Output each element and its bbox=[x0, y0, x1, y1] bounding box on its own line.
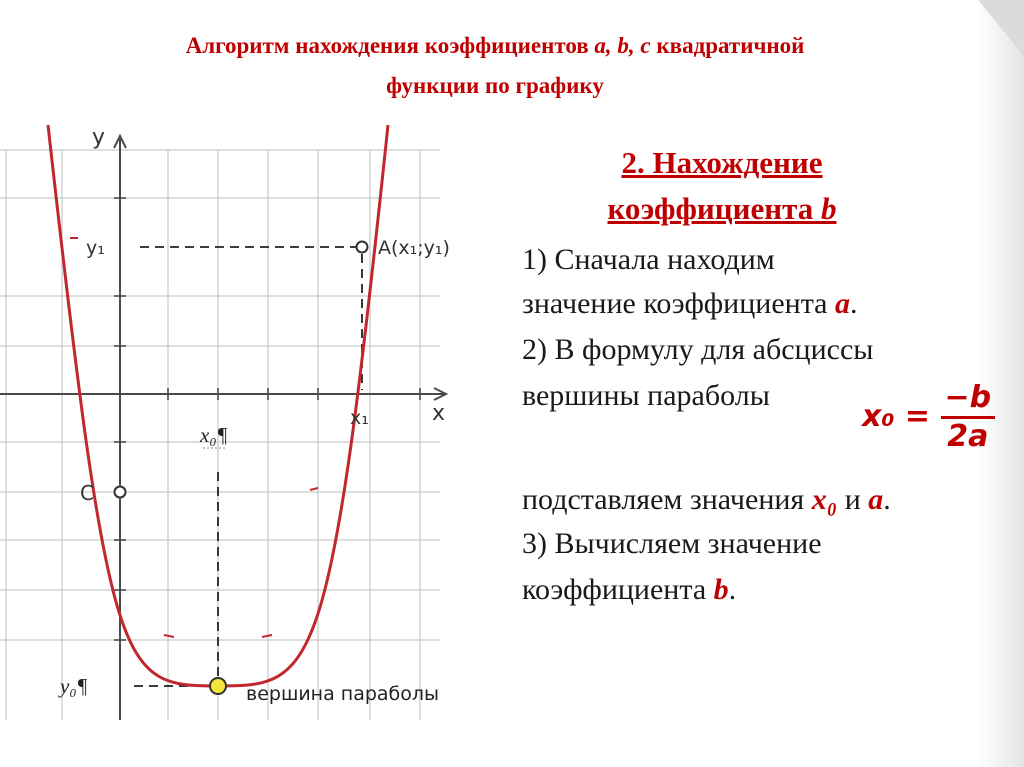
title-line-2: функции по графику bbox=[386, 73, 604, 98]
step1-line2: значение коэффициента а. bbox=[522, 287, 858, 320]
y0-label: y₀¶ bbox=[60, 674, 88, 698]
vertex-label: вершина параболы bbox=[246, 683, 440, 705]
formula-fraction: $\frac{-b}{2a}$ bbox=[941, 380, 996, 455]
y1-label: y₁ bbox=[86, 237, 105, 259]
algorithm-step-text bbox=[522, 140, 1012, 606]
vertex-abscissa-formula: x₀ = $\frac{-b}{2a}$ bbox=[862, 380, 995, 455]
curve-arrow-marks bbox=[70, 238, 318, 637]
step2-line1: 2) В формулу для абсциссы bbox=[522, 333, 874, 366]
point-a-label: A(x₁;y₁) bbox=[378, 237, 450, 259]
title-coefficients: a, b, c bbox=[594, 33, 651, 58]
point-c-label: C bbox=[80, 481, 94, 505]
step3-line2: коэффициента b. bbox=[522, 573, 737, 606]
y-axis-label: y bbox=[92, 125, 106, 150]
step-heading: 2. Нахождение коэффициента b bbox=[607, 145, 837, 226]
x1-label: x₁ bbox=[350, 407, 369, 429]
x-axis-label: x bbox=[432, 401, 446, 426]
point-c-marker bbox=[115, 487, 126, 498]
parabola-graph bbox=[0, 120, 510, 720]
step2-line3: подставляем значения x₀ и а. bbox=[522, 483, 891, 516]
step1-line1: 1) Сначала находим bbox=[522, 243, 775, 276]
slide-title bbox=[0, 26, 990, 106]
x0-label: x₀¶ bbox=[200, 423, 228, 447]
step2-line2: вершины параболы bbox=[522, 379, 770, 412]
title-line-1: Алгоритм нахождения коэффициентов a, b, c квадратичной bbox=[185, 33, 805, 58]
step3-line1: 3) Вычисляем значение bbox=[522, 527, 822, 560]
point-a-marker bbox=[357, 242, 368, 253]
vertex-marker bbox=[210, 678, 226, 694]
